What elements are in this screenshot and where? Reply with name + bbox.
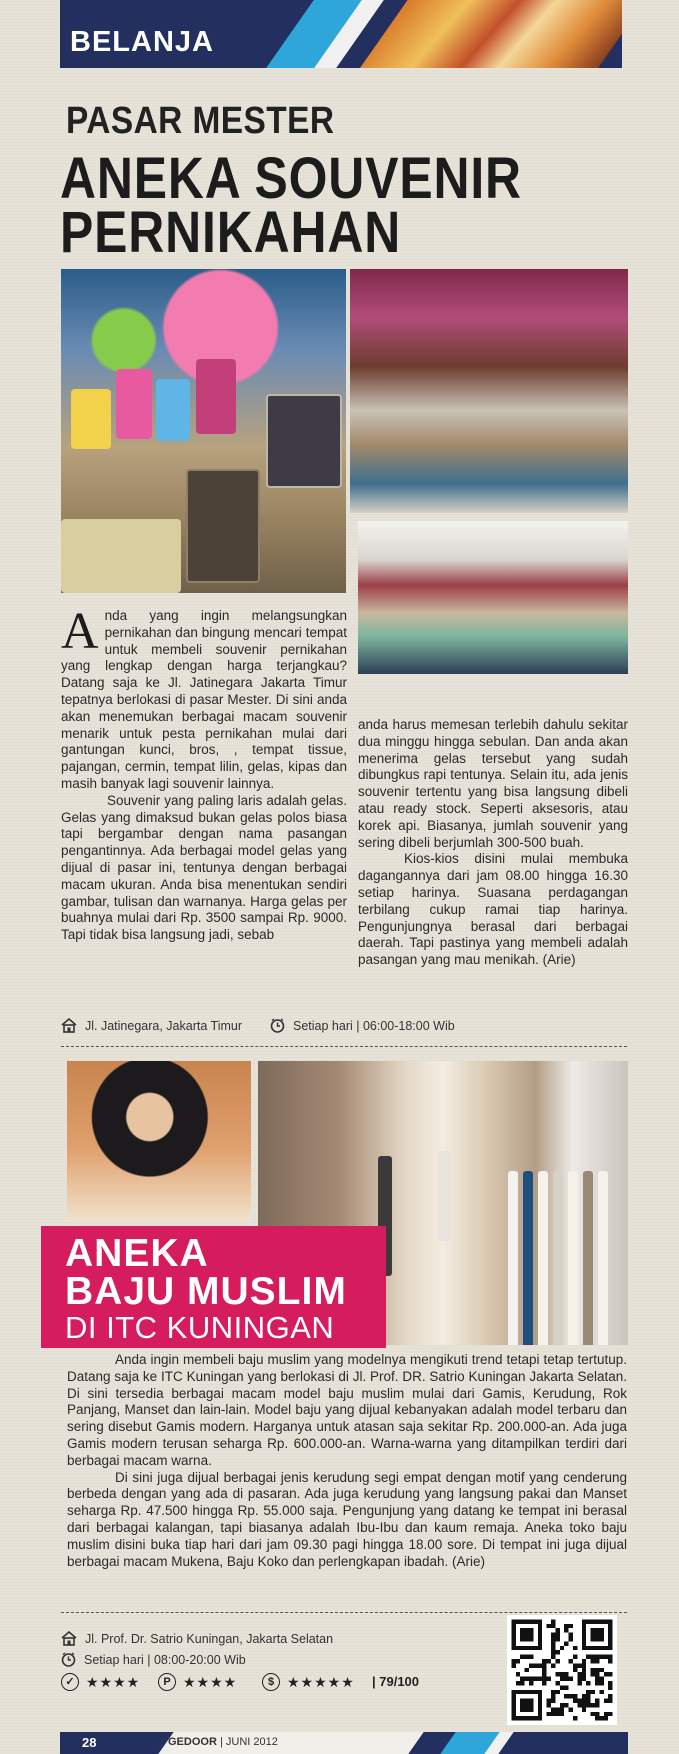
qr-code[interactable] [507,1615,617,1725]
rating-service [61,1673,140,1691]
rating-stars: ★★★★ [183,1673,238,1690]
clock-icon [61,1652,76,1667]
hours-info [270,1018,455,1033]
footer-bar [60,1732,628,1754]
no-parking-icon: P [158,1673,176,1691]
divider [61,1046,627,1047]
hours-text: Setiap hari | 08:00-20:00 Wib [84,1652,246,1667]
score-text: | 79/100 [372,1674,420,1689]
clock-icon [270,1018,285,1033]
rating-parking [158,1673,237,1691]
article-2-body [67,1352,627,1570]
article-column-left [61,603,347,944]
article-kicker: PASAR MESTER [66,100,335,142]
address-info [61,1018,242,1033]
magazine-name: GEDOOR [168,1736,217,1748]
thumb-icon: ✓ [61,1673,79,1691]
banner-photo [360,0,622,68]
divider [61,1612,627,1613]
paragraph: Di sini juga dijual berbagai jenis kerudung segi empat dengan motif yang cenderung berbeda dengan yang ada di pasaran. Ada juga kerudung yang langsung pakai dan Manset seharga Rp. 47.500 hingga Rp. 55.000 saja. Pengunjung yang datang ke tempat ini berasal dari berbagai kalangan, tapi biasanya adalah Ibu-Ibu dan kaum remaja. Aneka toko baju muslim disini buka tiap hari dari jam 09.30 pagi hingga 18.00 sore. Di tempat ini juga dijual berbagai macam Mukena, Baju Koko dan perlengkapan ibadah. (Arie) [67,1469,627,1569]
page-number: 28 [82,1735,97,1750]
paragraph: Kios-kios disini mulai membuka dagangannya dari jam 08.00 hingga 16.30 setiap harinya. Suasana perdagangan terbilang cukup ramai tiap harinya. Pengunjungnya berasal dari berbagai daerah. Tapi pastinya yang membeli adalah pasangan yang mau menikah. (Arie) [358,851,628,968]
title-line-3: DI ITC KUNINGAN [65,1310,335,1345]
address-text: Jl. Jatinegara, Jakarta Timur [85,1018,243,1033]
total-score [372,1674,419,1689]
rating-stars: ★★★★★ [287,1673,355,1690]
article-title [60,146,522,265]
dropcap: A [61,603,99,660]
issue-date: | JUNI 2012 [219,1736,278,1748]
photo-market-stall [350,269,628,513]
address-text: Jl. Prof. Dr. Satrio Kuningan, Jakarta Selatan [85,1631,334,1646]
home-icon [61,1018,77,1033]
home-icon [61,1631,77,1646]
photo-souvenir-fans [61,269,346,593]
photo-mannequin-hijab [67,1061,251,1221]
hours-info [61,1652,246,1667]
paragraph: Anda yang ingin melangsungkan pernikahan dan bingung mencari tempat untuk membeli souvenir pernikahan yang lengkap dengan harga terjangkau? Datang saja ke Jl. Jatinegara Jakarta Timur tepatnya berlokasi di pasar Mester. Di sini anda akan menemukan berbagai macam souvenir menarik untuk pesta pernikahan mulai dari gantungan kunci, bros, , tempat tissue, pajangan, cermin, tempat lilin, gelas, kipas dan masih banyak lagi souvenir lainnya. [61,603,347,791]
title-line-2: PERNIKAHAN [60,200,402,265]
article-column-right [358,717,628,969]
section-banner [60,0,622,68]
hours-text: Setiap hari | 06:00-18:00 Wib [293,1018,455,1033]
title-line-2: BAJU MUSLIM [65,1270,347,1313]
footer-credit [168,1736,278,1748]
paragraph: Souvenir yang paling laris adalah gelas. Gelas yang dimaksud bukan gelas polos biasa tapi bergambar dengan nama pasangan pengantinnya. Ada berbagai model gelas yang dijual di pasar ini, tentunya dengan berbagai macam ukuran. Anda bisa menentukan sendiri gambar, tulisan dan warnanya. Harga gelas per buahnya mulai dari Rp. 3500 sampai Rp. 9000. Tapi tidak bisa langsung jadi, sebab [61,792,347,943]
rating-stars: ★★★★ [86,1673,141,1690]
title-line-1: ANEKA [65,1232,209,1275]
article-2-title-box [41,1226,386,1348]
title-line-1: ANEKA SOUVENIR [60,146,522,211]
address-info [61,1631,333,1646]
rating-price [262,1673,355,1691]
photo-souvenir-glasses [358,521,628,674]
paragraph: anda harus memesan terlebih dahulu sekitar dua minggu hingga sebulan. Dan anda akan menerima gelas tersebut yang sudah dibungkus rapi tentunya. Selain itu, ada jenis souvenir tertentu yang bisa langsung dibeli atau ready stock. Seperti aksesoris, atau korek api. Biasanya, jumlah souvenir yang sering dibeli berjumlah 300-500 buah. [358,717,628,850]
paragraph: Anda ingin membeli baju muslim yang modelnya mengikuti trend tetapi tetap tertutup. Datang saja ke ITC Kuningan yang berlokasi di Jl. Prof. DR. Satrio Kuningan Jakarta Selatan. Di sini tersedia berbagai macam model baju muslim mulai dari Gamis, Kerudung, Rok Panjang, Manset dan lain-lain. Model baju yang dijual kebanyakan adalah model terbaru dan sering disebut Gamis modern. Harganya untuk atasan saja sekitar Rp. 200.000-an. Ada juga Gamis modern terusan seharga Rp. 600.000-an. Warna-warna yang ditampilkan terdiri dari berbagai macam warna. [67,1352,627,1468]
section-label: BELANJA [70,26,214,58]
dollar-icon: $ [262,1673,280,1691]
